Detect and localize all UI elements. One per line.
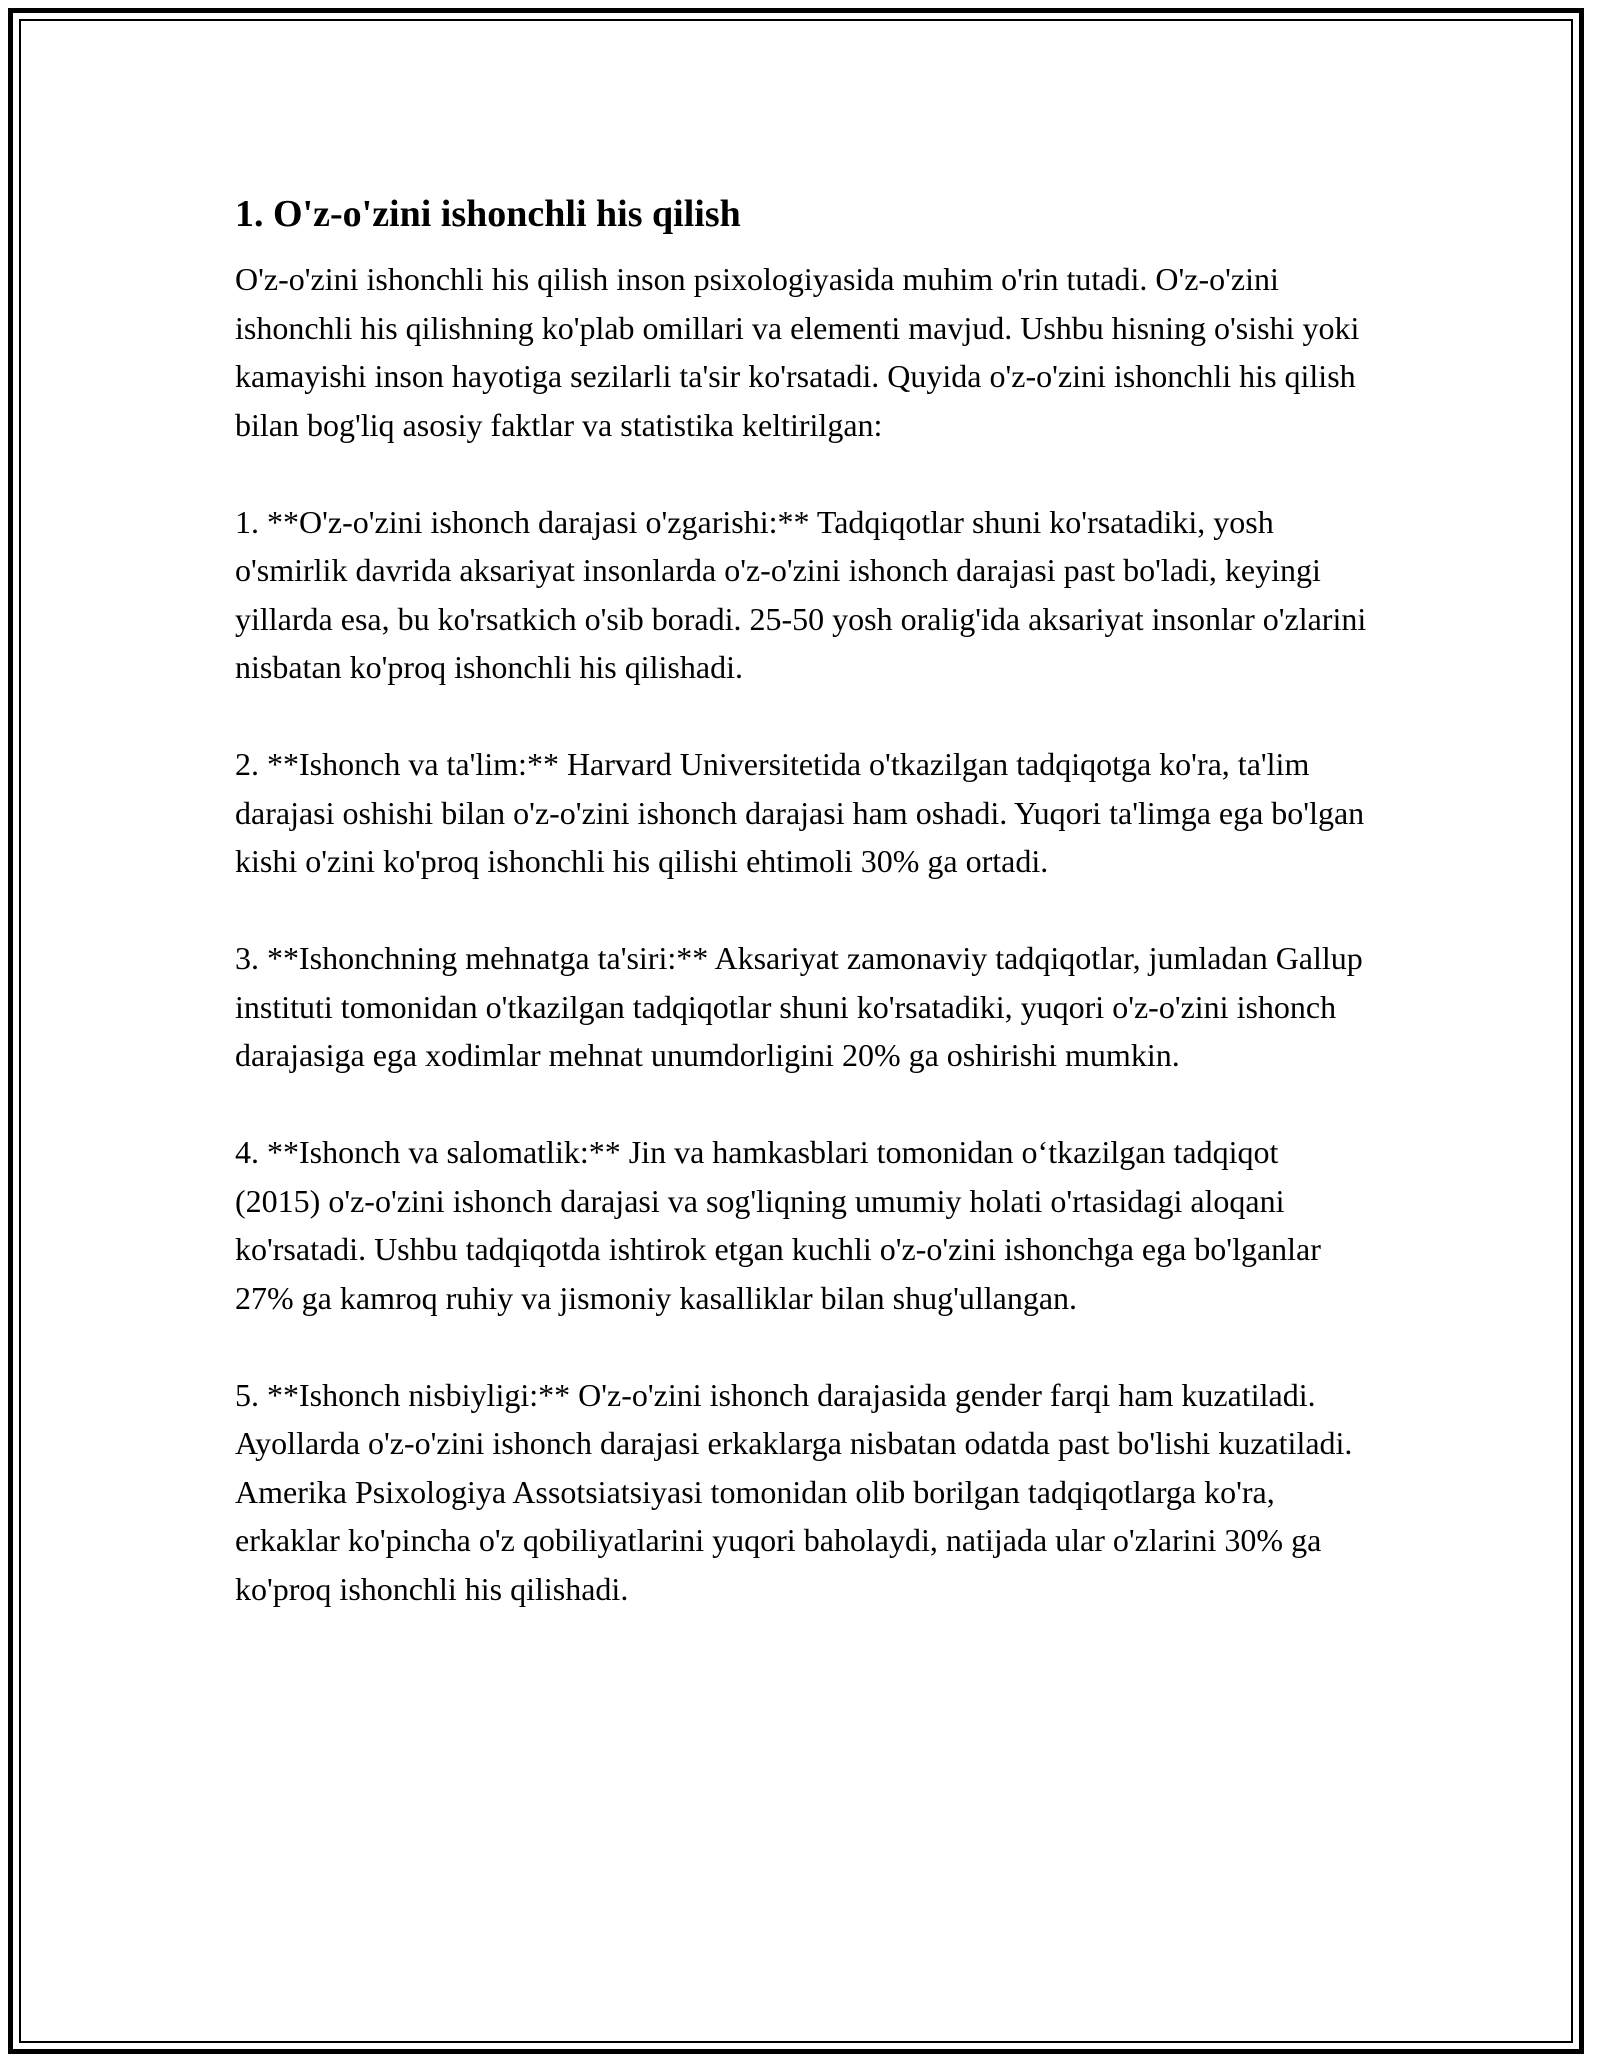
fact-paragraph-3: 3. **Ishonchning mehnatga ta'siri:** Aksariyat zamonaviy tadqiqotlar, jumladan Gallup instituti tomonidan o'tkazilgan tadqiqotlar shuni ko'rsatadiki, yuqori o'z-o'zini ishonch darajasiga ega xodimlar mehnat unumdorligini 20% ga oshirishi mumkin.: [235, 940, 1363, 1073]
intro-paragraph: O'z-o'zini ishonchli his qilish inson psixologiyasida muhim o'rin tutadi. O'z-o'zini ishonchli his qilishning ko'plab omillari va elementi mavjud. Ushbu hisning o'sishi yoki kamayishi inson hayotiga sezilarli ta'sir ko'rsatadi. Quyida o'z-o'zini ishonchli his qilish bilan bog'liq asosiy faktlar va statistika keltirilgan:: [235, 261, 1360, 443]
fact-paragraph-1: 1. **O'z-o'zini ishonch darajasi o'zgarishi:** Tadqiqotlar shuni ko'rsatadiki, yosh o'smirlik davrida aksariyat insonlarda o'z-o'zini ishonch darajasi past bo'ladi, keyingi yillarda esa, bu ko'rsatkich o'sib boradi. 25-50 yosh oralig'ida aksariyat insonlar o'zlarini nisbatan ko'proq ishonchli his qilishadi.: [235, 503, 1367, 685]
document-body: [235, 185, 1370, 1662]
fact-paragraph-2: 2. **Ishonch va ta'lim:** Harvard Universitetida o'tkazilgan tadqiqotga ko'ra, ta'lim darajasi oshishi bilan o'z-o'zini ishonch darajasi ham oshadi. Yuqori ta'limga ega bo'lgan kishi o'zini ko'proq ishonchli his qilishi ehtimoli 30% ga ortadi.: [235, 746, 1365, 879]
fact-paragraph-4: 4. **Ishonch va salomatlik:** Jin va hamkasblari tomonidan o‘tkazilgan tadqiqot (2015) o'z-o'zini ishonch darajasi va sog'liqning umumiy holati o'rtasidagi aloqani ko'rsatadi. Ushbu tadqiqotda ishtirok etgan kuchli o'z-o'zini ishonchga ega bo'lganlar 27% ga kamroq ruhiy va jismoniy kasalliklar bilan shug'ullangan.: [235, 1134, 1321, 1316]
fact-paragraph-5: 5. **Ishonch nisbiyligi:** O'z-o'zini ishonch darajasida gender farqi ham kuzatiladi. Ayollarda o'z-o'zini ishonch darajasi erkaklarga nisbatan odatda past bo'lishi kuzatiladi. Amerika Psixologiya Assotsiatsiyasi tomonidan olib borilgan tadqiqotlarga ko'ra, erkaklar ko'pincha o'z qobiliyatlarini yuqori baholaydi, natijada ular o'zlarini 30% ga ko'proq ishonchli his qilishadi.: [235, 1376, 1353, 1607]
section-heading: 1. O'z-o'zini ishonchli his qilish: [235, 193, 741, 235]
